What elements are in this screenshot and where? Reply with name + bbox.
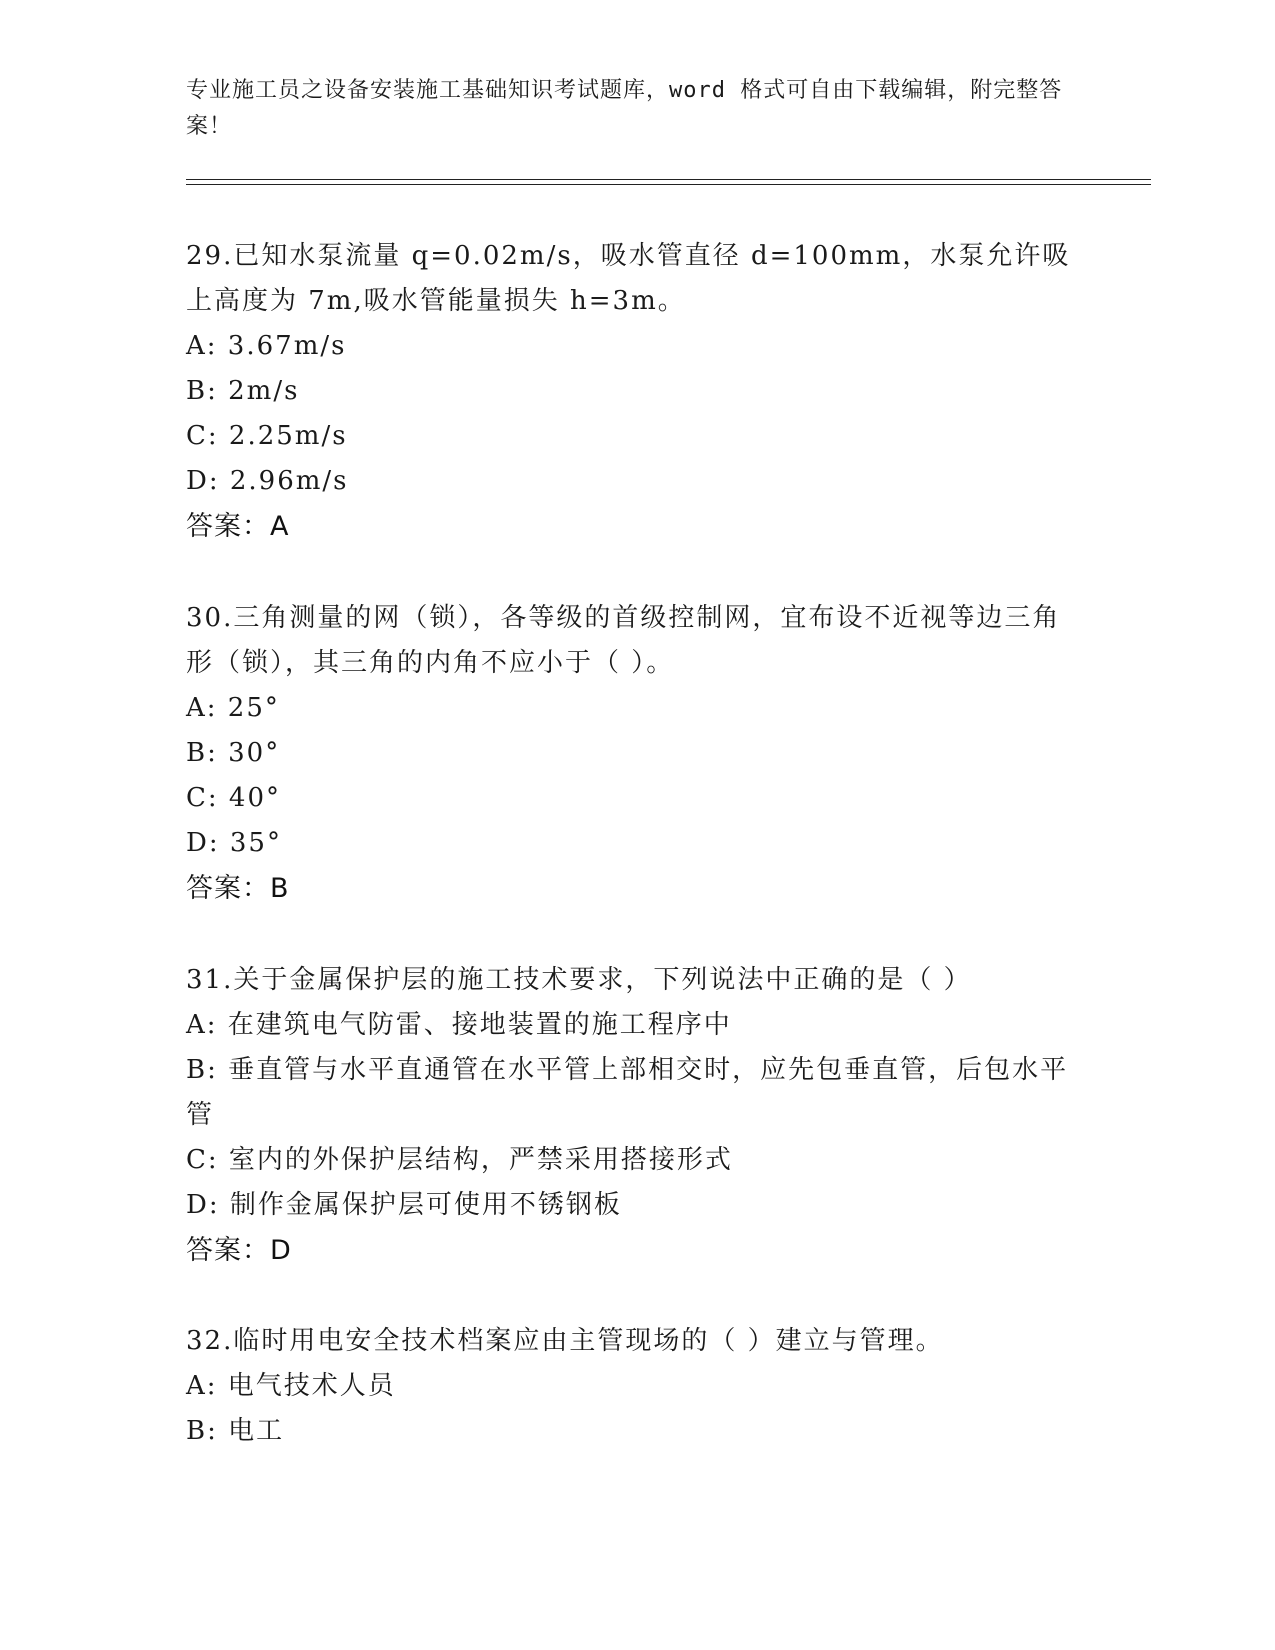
- option-b: B: 2m/s: [186, 376, 300, 406]
- option-a: A: 在建筑电气防雷、接地装置的施工程序中: [186, 1010, 732, 1040]
- option-c: C: 40°: [186, 783, 282, 813]
- option-c: C: 室内的外保护层结构，严禁采用搭接形式: [186, 1145, 733, 1175]
- option-b: B: 垂直管与水平直通管在水平管上部相交时，应先包垂直管，后包水平管: [186, 1055, 1069, 1130]
- question-31: [186, 958, 1076, 1273]
- option-c: C: 2.25m/s: [186, 421, 348, 451]
- option-b: B: 电工: [186, 1416, 285, 1446]
- option-b: B: 30°: [186, 738, 281, 768]
- option-a: A: 3.67m/s: [186, 331, 347, 361]
- option-a: A: 25°: [186, 693, 280, 723]
- document-header: 专业施工员之设备安装施工基础知识考试题库，word 格式可自由下载编辑，附完整答案！: [186, 78, 1063, 139]
- option-d: D: 制作金属保护层可使用不锈钢板: [186, 1190, 622, 1220]
- option-d: D: 2.96m/s: [186, 466, 349, 496]
- question-stem: 32.临时用电安全技术档案应由主管现场的（ ）建立与管理。: [186, 1326, 944, 1356]
- header-divider-top: [186, 179, 1151, 180]
- question-32: [186, 1319, 1076, 1454]
- answer-line: 答案：B: [186, 873, 290, 904]
- answer-line: 答案：A: [186, 511, 290, 542]
- answer-line: 答案：D: [186, 1235, 292, 1266]
- question-30: [186, 596, 1076, 911]
- option-a: A: 电气技术人员: [186, 1371, 396, 1401]
- header-divider-bottom: [186, 184, 1151, 185]
- question-stem: 30.三角测量的网（锁），各等级的首级控制网，宜布设不近视等边三角形（锁），其三角的内角不应小于（ ）。: [186, 603, 1061, 678]
- question-stem: 29.已知水泵流量 q=0.02m/s，吸水管直径 d=100mm，水泵允许吸上高度为 7m,吸水管能量损失 h=3m。: [186, 241, 1071, 316]
- question-stem: 31.关于金属保护层的施工技术要求，下列说法中正确的是（ ）: [186, 965, 972, 995]
- option-d: D: 35°: [186, 828, 282, 858]
- question-29: [186, 234, 1076, 549]
